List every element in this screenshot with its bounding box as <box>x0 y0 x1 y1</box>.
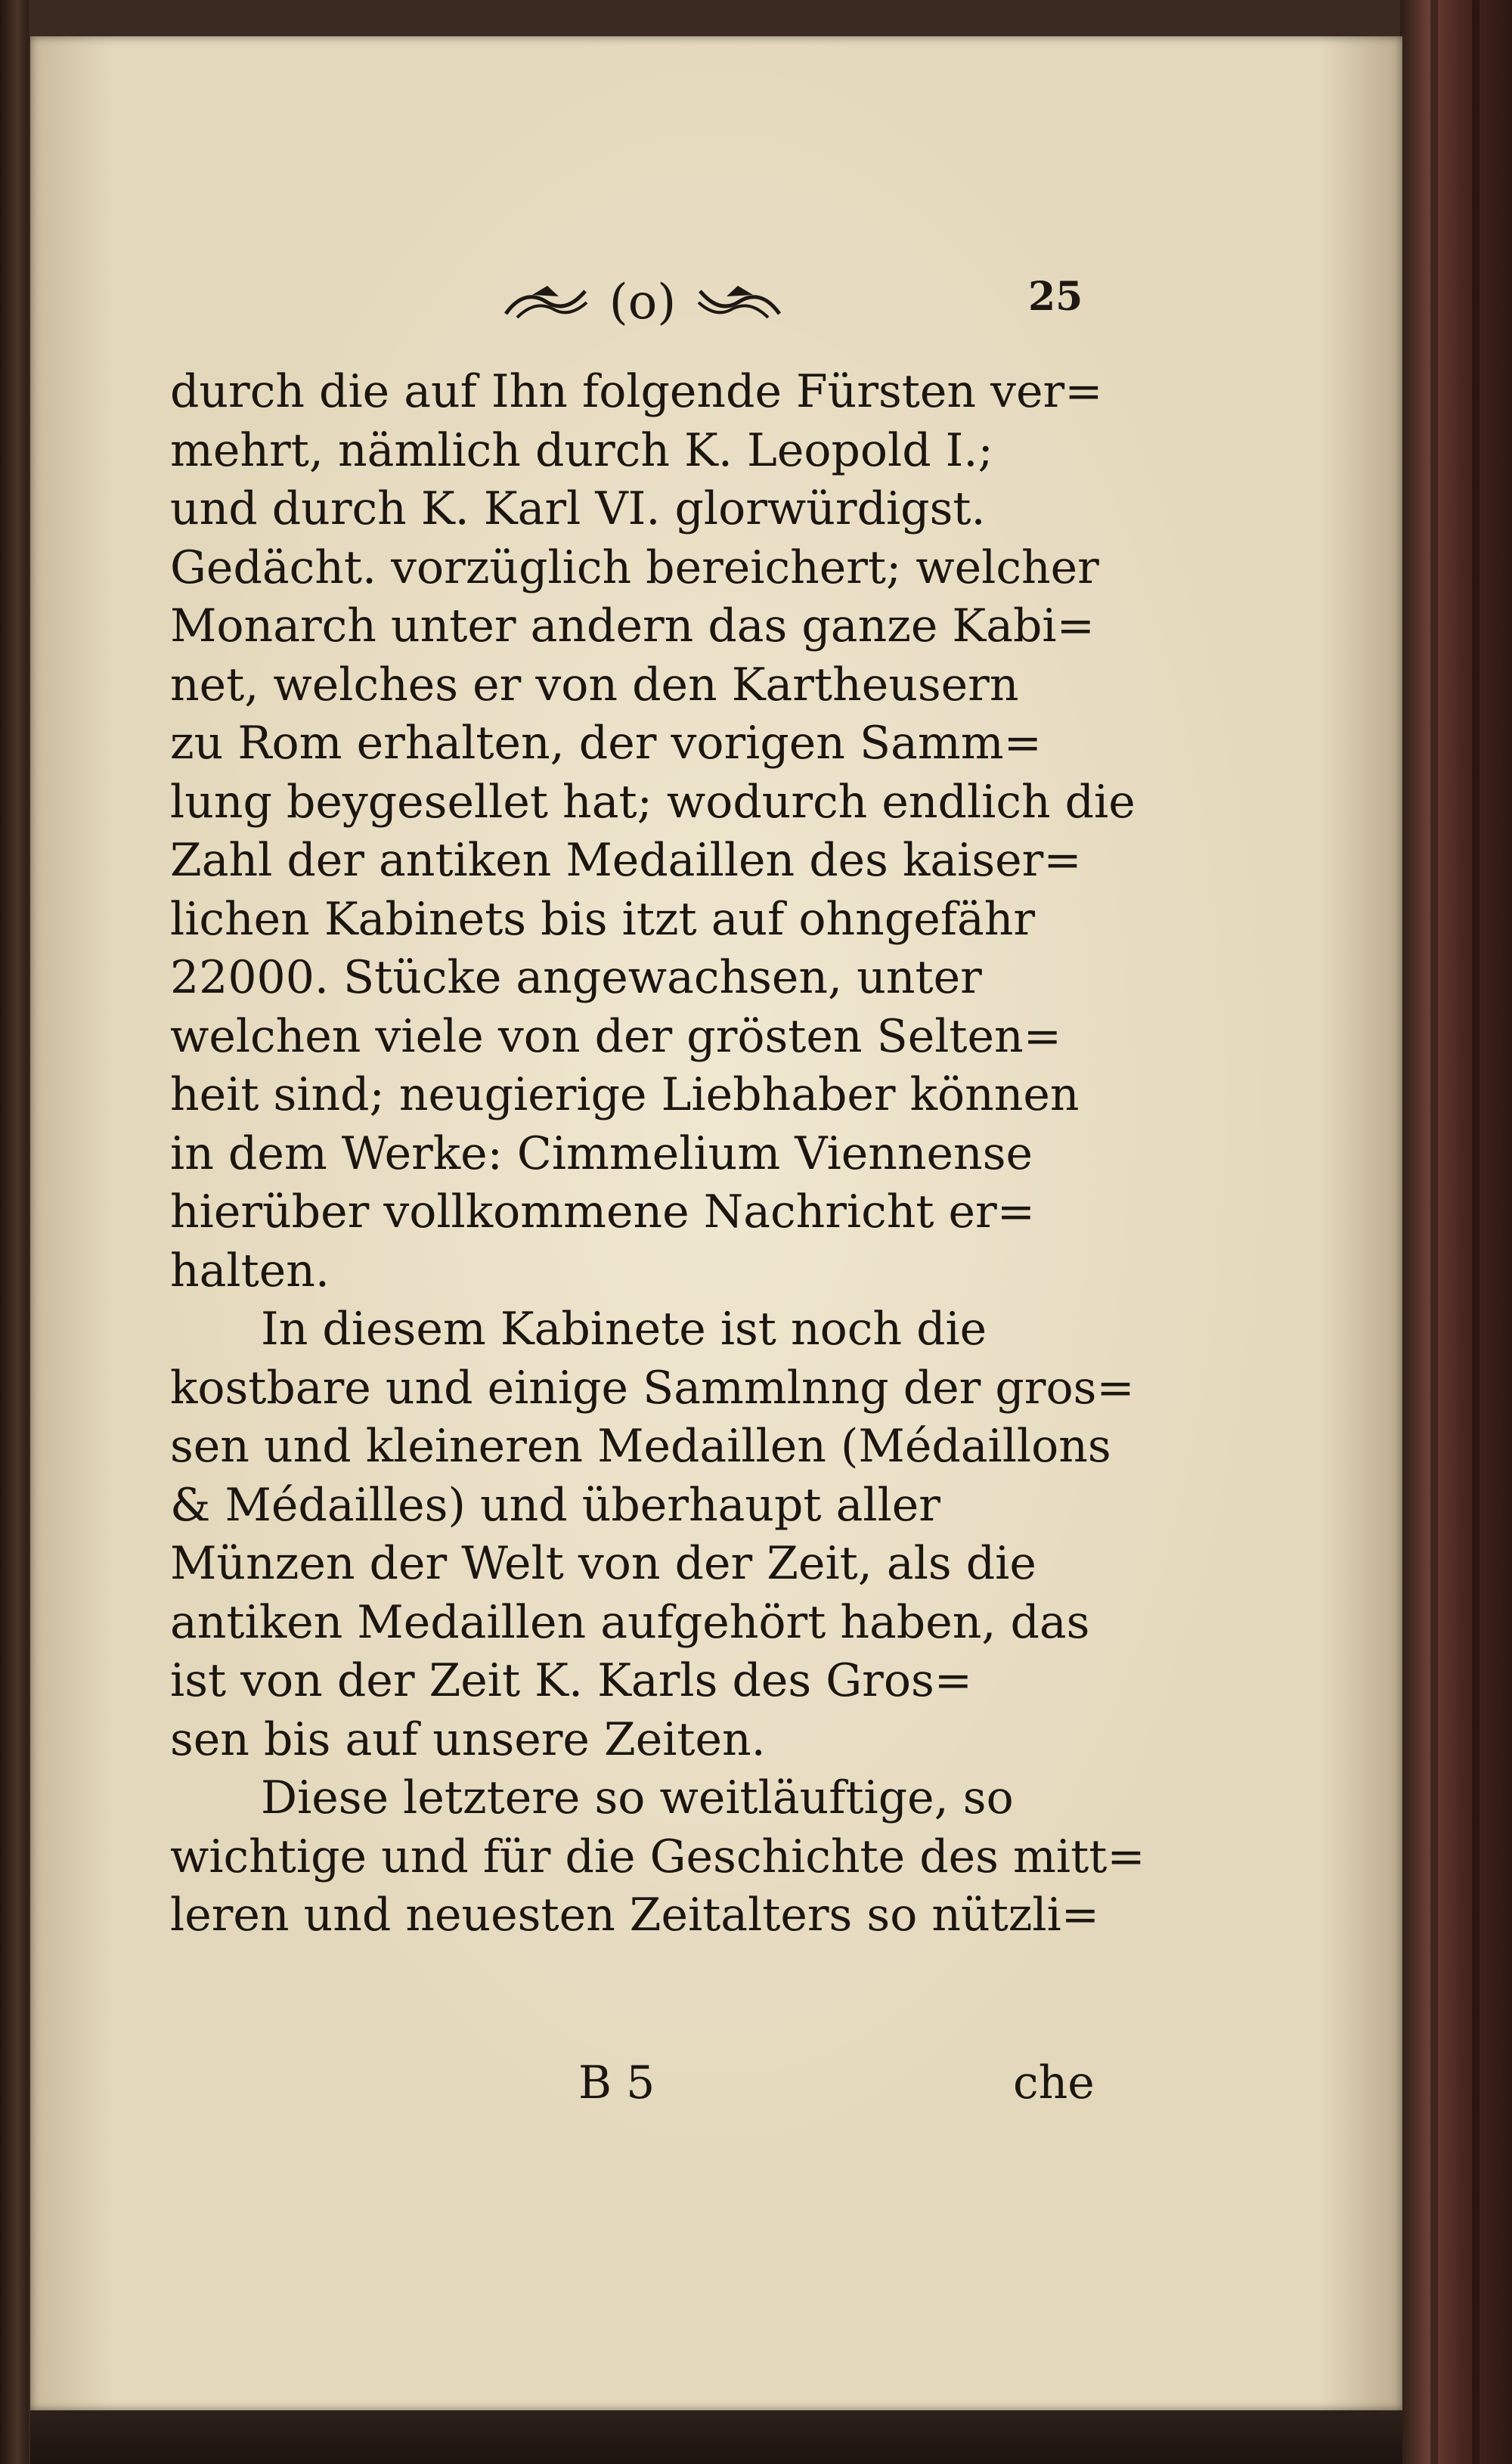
running-head <box>484 268 801 336</box>
book-binding-left <box>0 0 29 2464</box>
text-line: antiken Medaillen aufgehört haben, das <box>170 1595 1090 1649</box>
text-line: sen bis auf unsere Zeiten. <box>170 1712 766 1766</box>
text-line: lung beygesellet hat; wodurch endlich die <box>170 775 1136 829</box>
text-line: 22000. Stücke angewachsen, unter <box>170 951 982 1004</box>
text-line-paragraph-start: In diesem Kabinete ist noch die <box>261 1303 987 1356</box>
text-line: halten. <box>170 1244 330 1297</box>
page-bottom-edge <box>30 2410 1402 2464</box>
text-line: heit sind; neugierige Liebhaber können <box>170 1068 1080 1121</box>
text-line: lichen Kabinets bis itzt auf ohngefähr <box>170 892 1036 946</box>
text-line: kostbare und einige Sammlnng der gros= <box>170 1361 1135 1415</box>
text-line: Monarch unter andern das ganze Kabi= <box>170 600 1095 652</box>
text-line: in dem Werke: Cimmelium Viennense <box>170 1127 1033 1180</box>
text-line-paragraph-start: Diese letztere so weitläuftige, so <box>261 1771 1014 1824</box>
text-line: durch die auf Ihn folgende Fürsten ver= <box>170 365 1103 418</box>
text-line: Zahl der antiken Medaillen des kaiser= <box>170 834 1082 887</box>
signature-mark: B 5 <box>578 2056 655 2109</box>
text-line: net, welches er von den Kartheusern <box>170 658 1019 711</box>
fleuron-icon <box>692 280 783 325</box>
text-line: welchen viele von der grösten Selten= <box>170 1009 1061 1063</box>
page-footer <box>170 2056 1176 2117</box>
text-line: Gedächt. vorzüglich bereichert; welcher <box>170 541 1099 594</box>
book-binding-right <box>1400 0 1512 2464</box>
running-head-mark: (o) <box>609 274 677 330</box>
text-line: zu Rom erhalten, der vorigen Samm= <box>170 717 1042 770</box>
text-line: & Médailles) und überhaupt aller <box>170 1478 940 1532</box>
text-line: ist von der Zeit K. Karls des Gros= <box>170 1654 973 1707</box>
catchword: che <box>1013 2056 1095 2109</box>
text-line: sen und kleineren Medaillen (Médaillons <box>170 1420 1111 1473</box>
text-line: mehrt, nämlich durch K. Leopold I.; <box>170 423 993 477</box>
text-line: wichtige und für die Geschichte des mitt= <box>170 1830 1145 1883</box>
body-text <box>170 363 1176 1945</box>
text-line: leren und neuesten Zeitalters so nützli= <box>170 1889 1100 1942</box>
page-number: 25 <box>1028 274 1083 320</box>
text-line: und durch K. Karl VI. glorwürdigst. <box>170 482 986 535</box>
fleuron-icon <box>502 280 593 325</box>
text-line: hierüber vollkommene Nachricht er= <box>170 1186 1036 1238</box>
text-line: Münzen der Welt von der Zeit, als die <box>170 1537 1036 1590</box>
